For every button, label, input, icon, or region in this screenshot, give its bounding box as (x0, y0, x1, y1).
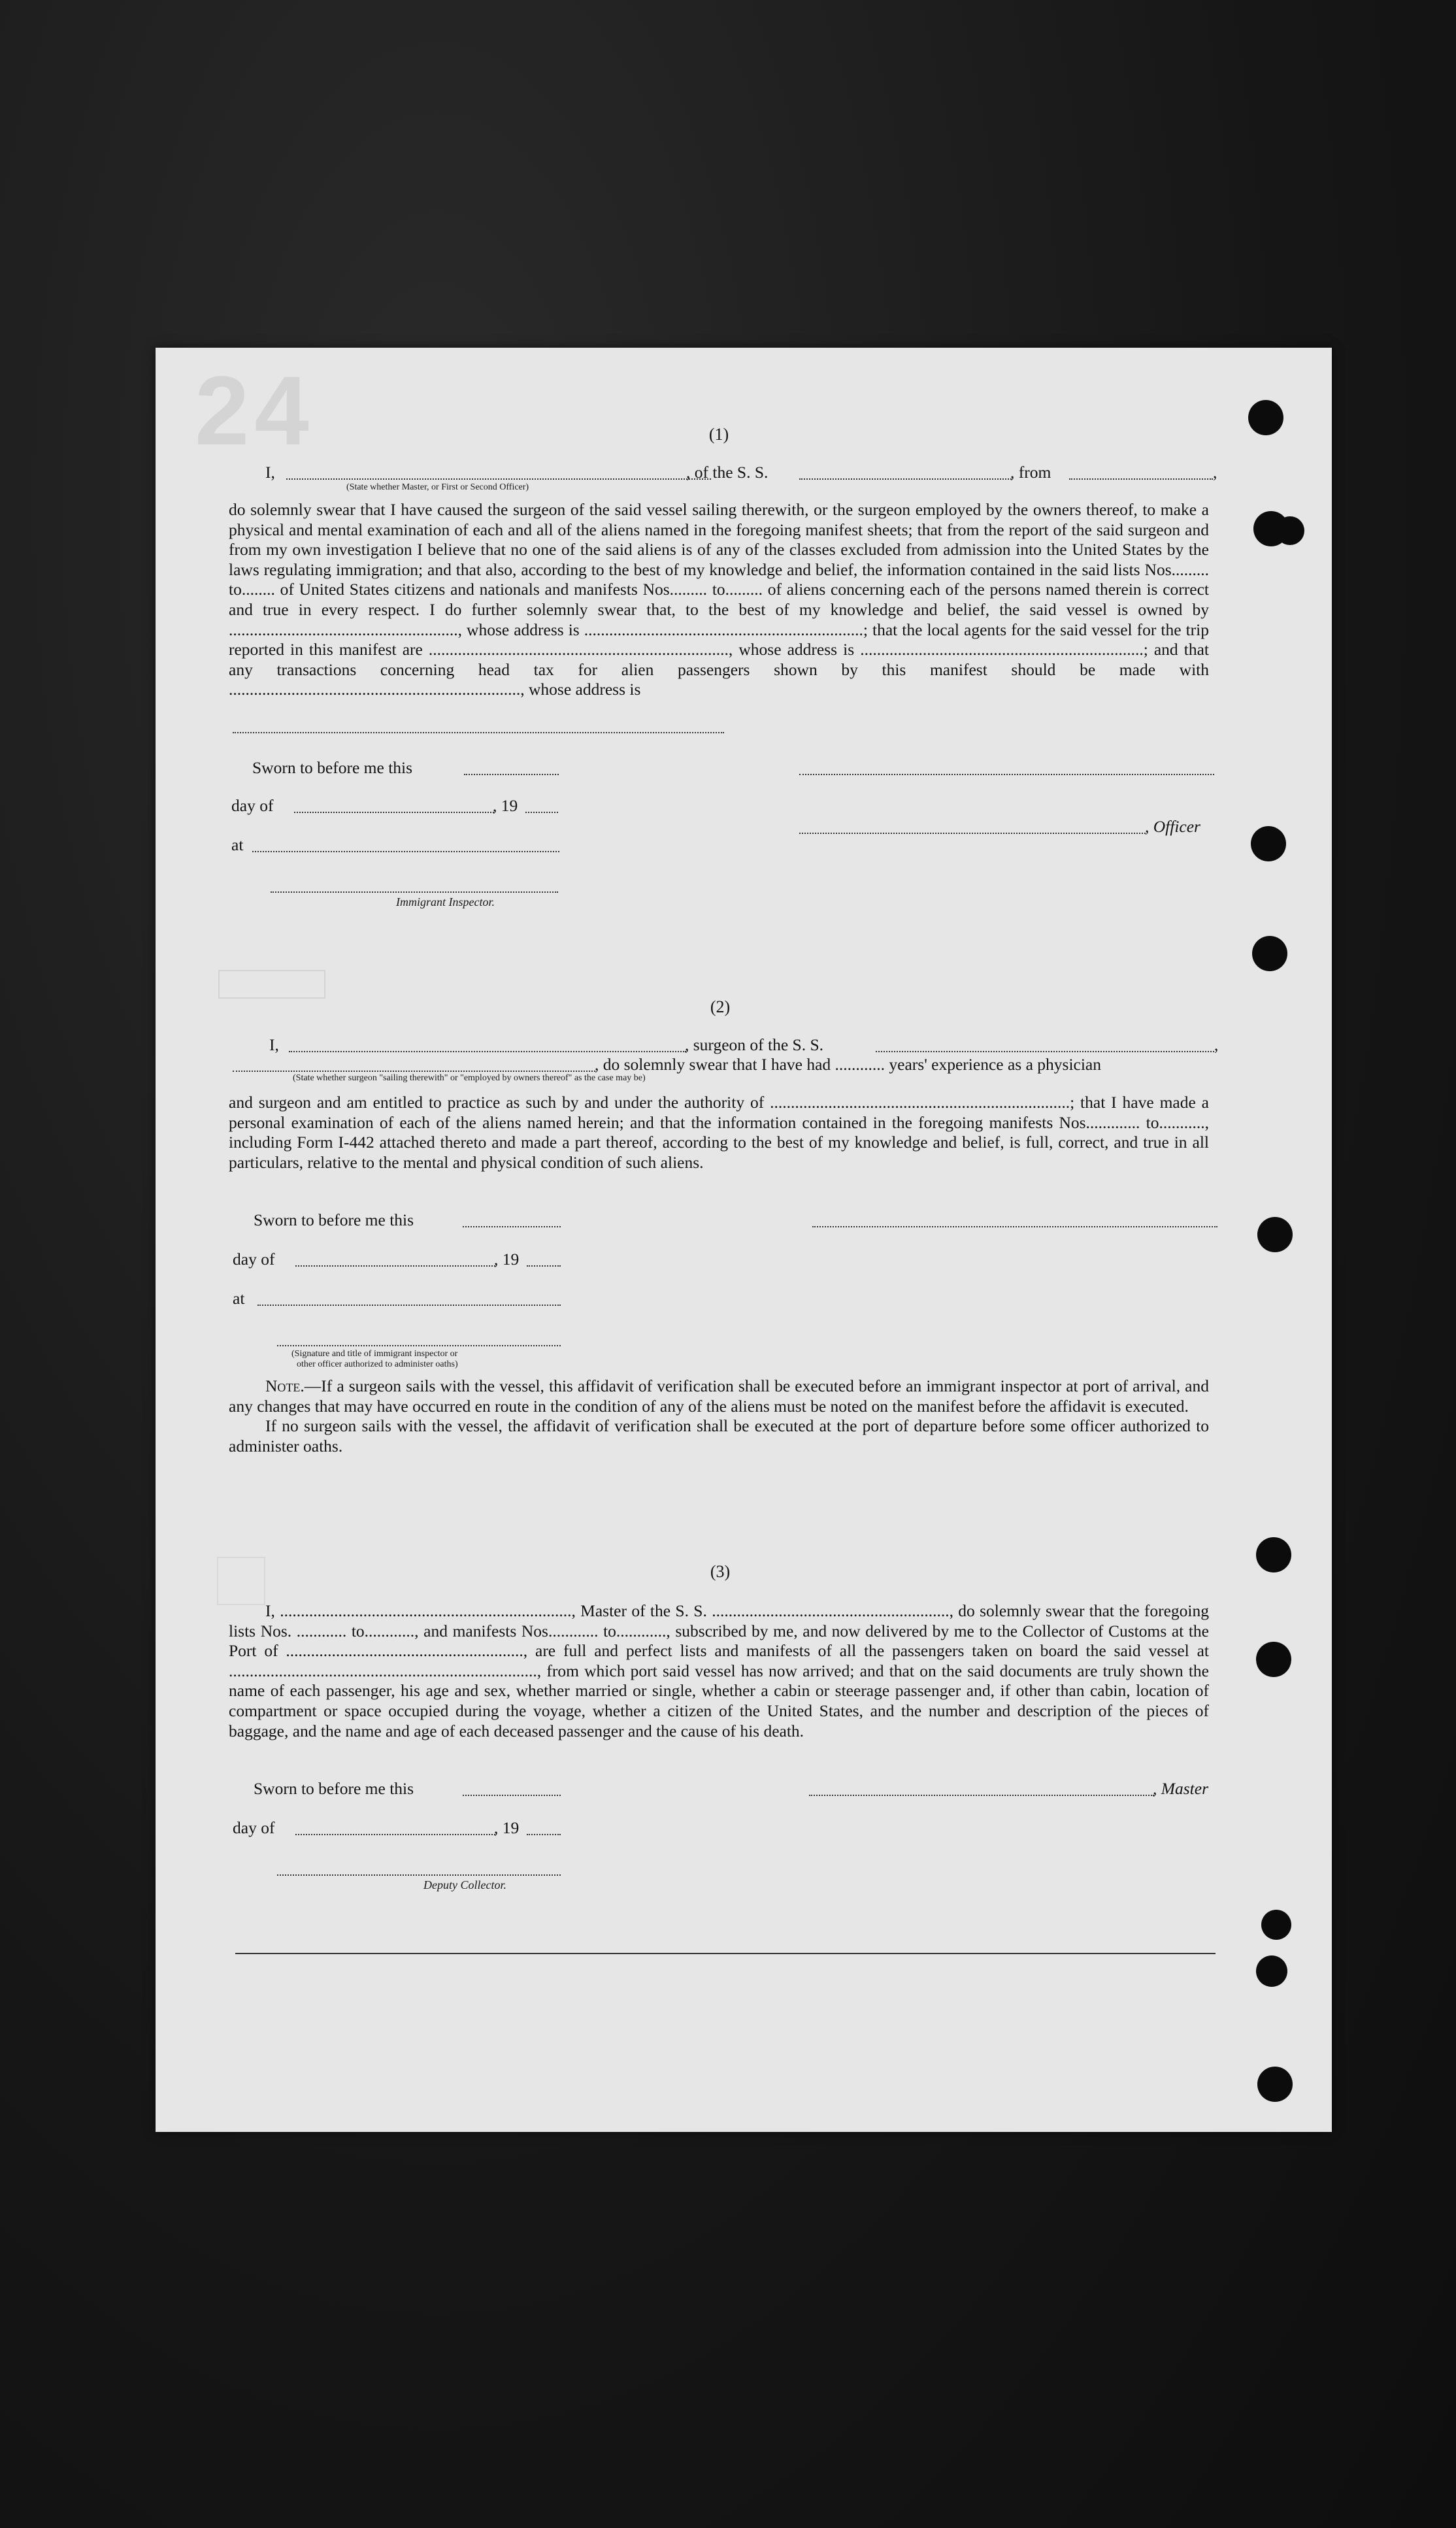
officer-signature-field[interactable] (799, 833, 1146, 834)
master-signature-field[interactable] (809, 1795, 1154, 1796)
section-3-heading: (3) (710, 1562, 731, 1581)
day-of-label-1: day of (231, 796, 274, 815)
year-label-2: , 19 (494, 1250, 520, 1269)
inspector-signature-field[interactable] (271, 891, 558, 893)
inspector-signature-field-2[interactable] (277, 1345, 561, 1346)
punch-hole (1257, 2067, 1293, 2102)
officer-signature-top[interactable] (799, 774, 1214, 775)
at-label-1: at (231, 835, 244, 854)
faint-stamp (218, 970, 325, 999)
sworn-label-3: Sworn to before me this (254, 1779, 414, 1798)
punch-hole (1256, 1955, 1287, 1987)
officer-line-end: , (1213, 463, 1217, 482)
day-of-field-1[interactable] (294, 812, 494, 813)
punch-hole (1261, 1910, 1291, 1940)
signature-caption-2: other officer authorized to administer oaths) (297, 1359, 458, 1369)
year-label-1: , 19 (493, 796, 518, 815)
sworn-date-field-1[interactable] (464, 774, 559, 775)
year-field-1[interactable] (525, 812, 558, 813)
day-of-label-2: day of (233, 1250, 275, 1269)
at-field-1[interactable] (252, 851, 559, 852)
vessel-name-field[interactable] (799, 478, 1012, 480)
signature-caption-1: (Signature and title of immigrant inspector or (291, 1349, 458, 1359)
surgeon-line-of: , surgeon of the S. S. (685, 1035, 824, 1054)
surgeon-line-end: , (1214, 1035, 1219, 1054)
punch-hole (1251, 826, 1286, 861)
officer-line-of: , of the S. S. (686, 463, 769, 482)
day-of-field-2[interactable] (295, 1265, 495, 1267)
year-label-3: , 19 (494, 1818, 520, 1837)
at-label-2: at (233, 1289, 245, 1308)
day-of-field-3[interactable] (295, 1834, 495, 1835)
surgeon-signature-field[interactable] (812, 1226, 1217, 1227)
section-2-body: and surgeon and am entitled to practice as such by and under the authority of ........................................................................; that I have made a personal examination of each of the aliens named herein; and that the information contained in the foregoing manifests Nos............. to..........., including Form I-442 attached thereto and made a part thereof, according to the best of my knowledge and belief, is full, correct, and true in all particulars, relative to the mental and physical condition of such aliens. (229, 1093, 1209, 1172)
sworn-date-field-3[interactable] (463, 1795, 561, 1796)
officer-name-field[interactable] (286, 478, 711, 480)
officer-line-i: I, (265, 463, 275, 482)
sworn-date-field-2[interactable] (463, 1226, 561, 1227)
section-3-body: I, ......................................................................, Master of the S. S. ........................................................., do solemnly swear that the foregoing lists Nos. ............ to............, and manifests Nos............ to............, subscribed by me, and now delivered by me to the Collector of Customs at the Port of ........................................................., are full and perfect lists and manifests of all the passengers taken on board the said vessel at .........................................................................., from which port said vessel has now arrived; and that on the said documents are truly shown the name of each passenger, his age and sex, whether married or single, whether a cabin or steerage passenger and, if other than cabin, location of compartment or space occupied during the voyage, whether a citizen of the United States, and the number and description of the pieces of baggage, and the name and age of each deceased passenger and the cause of his death. (229, 1601, 1209, 1740)
punch-hole (1257, 1217, 1293, 1252)
bottom-rule (235, 1953, 1216, 1954)
at-field-2[interactable] (257, 1305, 561, 1306)
form-sheet (156, 348, 1332, 2132)
year-field-2[interactable] (527, 1265, 561, 1267)
surgeon-name-field[interactable] (289, 1051, 686, 1052)
from-port-field[interactable] (1069, 478, 1213, 480)
punch-hole (1256, 1642, 1291, 1677)
collector-signature-field[interactable] (277, 1874, 561, 1876)
inspector-caption: Immigrant Inspector. (396, 895, 495, 908)
agent-address-field[interactable] (233, 732, 724, 733)
surgeon-line-i: I, (269, 1035, 279, 1054)
sworn-label-2: Sworn to before me this (254, 1210, 414, 1229)
collector-caption: Deputy Collector. (423, 1878, 506, 1891)
officer-line-from: , from (1010, 463, 1051, 482)
bleed-through-mark: 24 (195, 356, 314, 465)
officer-title: , Officer (1145, 817, 1200, 836)
year-field-3[interactable] (527, 1834, 561, 1835)
punch-hole (1252, 936, 1287, 971)
punch-hole (1256, 1537, 1291, 1572)
surgeon-caption: (State whether surgeon "sailing therewith" or "employed by owners thereof" as the case may be) (293, 1073, 646, 1083)
master-title: , Master (1153, 1779, 1208, 1798)
day-of-label-3: day of (233, 1818, 275, 1837)
surgeon-vessel-field[interactable] (876, 1051, 1214, 1052)
section-2-heading: (2) (710, 997, 731, 1016)
punch-hole (1276, 516, 1304, 545)
note-label: Note. (265, 1376, 305, 1395)
sworn-label-1: Sworn to before me this (252, 758, 413, 777)
faint-stamp-2 (217, 1557, 265, 1605)
officer-caption: (State whether Master, or First or Second Officer) (346, 482, 529, 492)
punch-hole (1248, 400, 1283, 435)
surgeon-status-field[interactable] (233, 1071, 595, 1072)
surgeon-line-2: , do solemnly swear that I have had ............ years' experience as a physician (595, 1055, 1101, 1074)
surgeon-note: Note.—If a surgeon sails with the vessel, this affidavit of verification shall be executed before an immigrant inspector at port of arrival, and any changes that may have occurred en route in the condition of any of the aliens must be noted on the manifest before the affidavit is executed. If no surgeon sails with the vessel, the affidavit of verification shall be executed at the port of departure before some officer authorized to administer oaths. (229, 1376, 1209, 1455)
section-1-heading: (1) (708, 425, 729, 444)
section-1-body: do solemnly swear that I have caused the surgeon of the said vessel sailing therewith, or the surgeon employed by the owners thereof, to make a physical and mental examination of each and all of the aliens named in the foregoing manifest sheets; that from the report of the said surgeon and from my own investigation I believe that no one of the said aliens is of any of the classes excluded from admission into the United States by the laws regulating immigration; and that also, according to the best of my knowledge and belief, the information contained in the said lists Nos......... to........ of United States citizens and nationals and manifests Nos......... to......... of aliens concerning each of the persons named therein is correct and true in every respect. I do further solemnly swear that, to the best of my knowledge and belief, the said vessel is owned by ......................................................., whose address is ...................................................................; that the local agents for the said vessel for the trip reported in this manifest are ........................................................................, whose address is ....................................................................; and that any transactions concerning head tax for alien passengers shown by this manifest should be made with ......................................................................, whose address is (229, 500, 1209, 699)
